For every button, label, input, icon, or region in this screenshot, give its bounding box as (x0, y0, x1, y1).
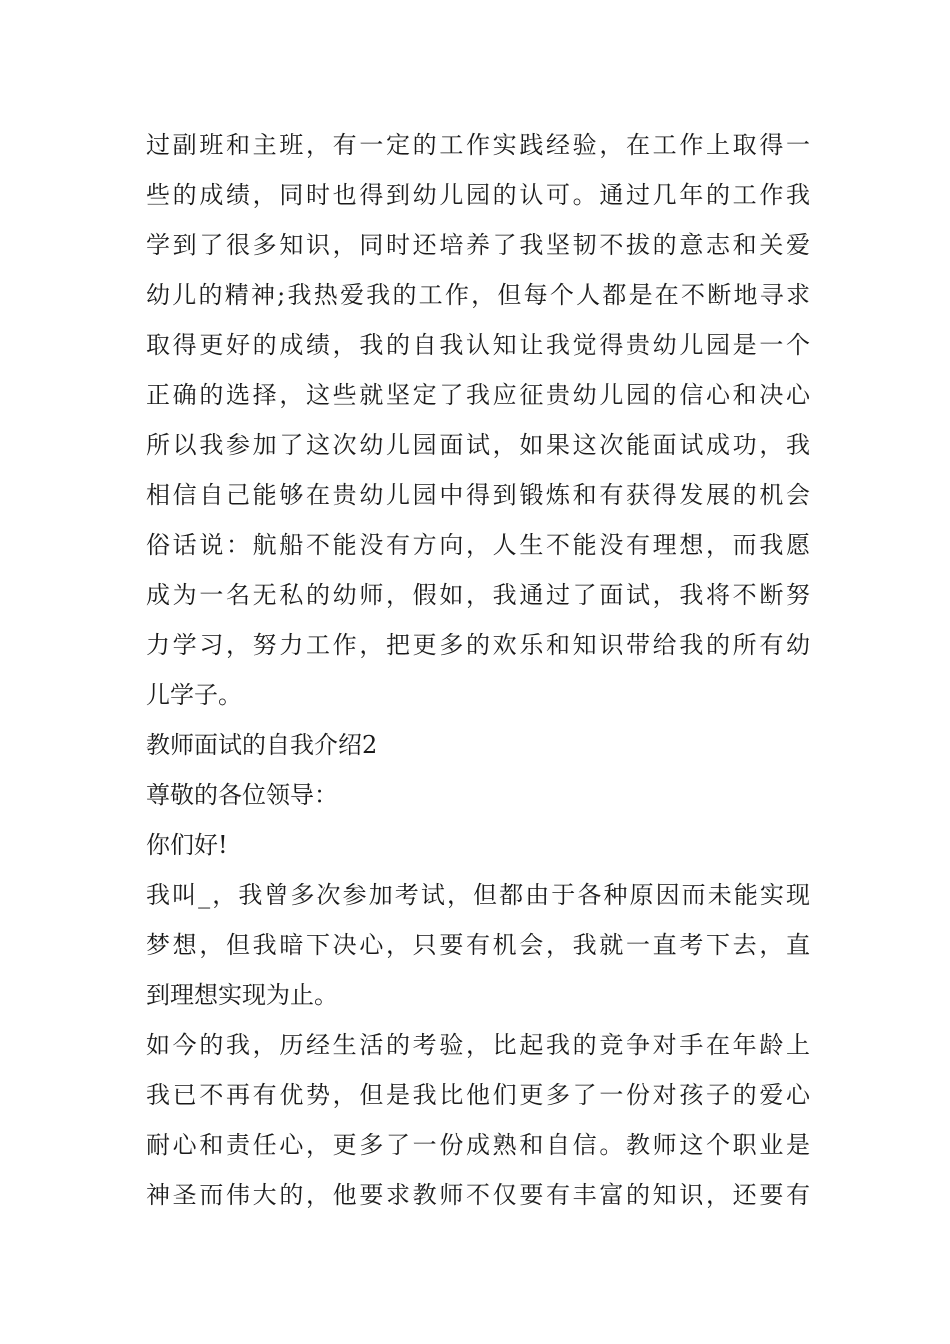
text-line: 耐心和责任心，更多了一份成熟和自信。教师这个职业是 (146, 1131, 810, 1159)
salutation: 尊敬的各位领导： (146, 781, 338, 809)
text-line: 过副班和主班，有一定的工作实践经验，在工作上取得一 (146, 131, 810, 159)
text-line: 学到了很多知识，同时还培养了我坚韧不拔的意志和关爱 (146, 231, 810, 259)
text-line: 正确的选择，这些就坚定了我应征贵幼儿园的信心和决心 (146, 381, 810, 409)
text-line: 如今的我，历经生活的考验，比起我的竞争对手在年龄上 (146, 1031, 810, 1059)
text-line: 所以我参加了这次幼儿园面试，如果这次能面试成功，我 (146, 431, 810, 459)
greeting: 你们好! (146, 831, 228, 859)
text-line: 幼儿的精神;我热爱我的工作，但每个人都是在不断地寻求 (146, 281, 810, 309)
text-line: 神圣而伟大的，他要求教师不仅要有丰富的知识，还要有 (146, 1181, 810, 1209)
text-line: 成为一名无私的幼师，假如，我通过了面试，我将不断努 (146, 581, 810, 609)
document-body (146, 126, 810, 1226)
text-line: 相信自己能够在贵幼儿园中得到锻炼和有获得发展的机会 (146, 481, 810, 509)
text-line: 取得更好的成绩，我的自我认知让我觉得贵幼儿园是一个 (146, 331, 810, 359)
text-line: 我叫_，我曾多次参加考试，但都由于各种原因而未能实现 (146, 881, 810, 909)
section-heading: 教师面试的自我介绍2 (146, 731, 378, 759)
text-line: 梦想，但我暗下决心，只要有机会，我就一直考下去，直 (146, 931, 810, 959)
text-line: 些的成绩，同时也得到幼儿园的认可。通过几年的工作我 (146, 181, 810, 209)
text-line: 到理想实现为止。 (146, 981, 338, 1009)
text-line: 我已不再有优势，但是我比他们更多了一份对孩子的爱心 (146, 1081, 810, 1109)
text-line: 俗话说：航船不能没有方向，人生不能没有理想，而我愿 (146, 531, 810, 559)
text-line: 儿学子。 (146, 681, 242, 709)
text-line: 力学习，努力工作，把更多的欢乐和知识带给我的所有幼 (146, 631, 810, 659)
